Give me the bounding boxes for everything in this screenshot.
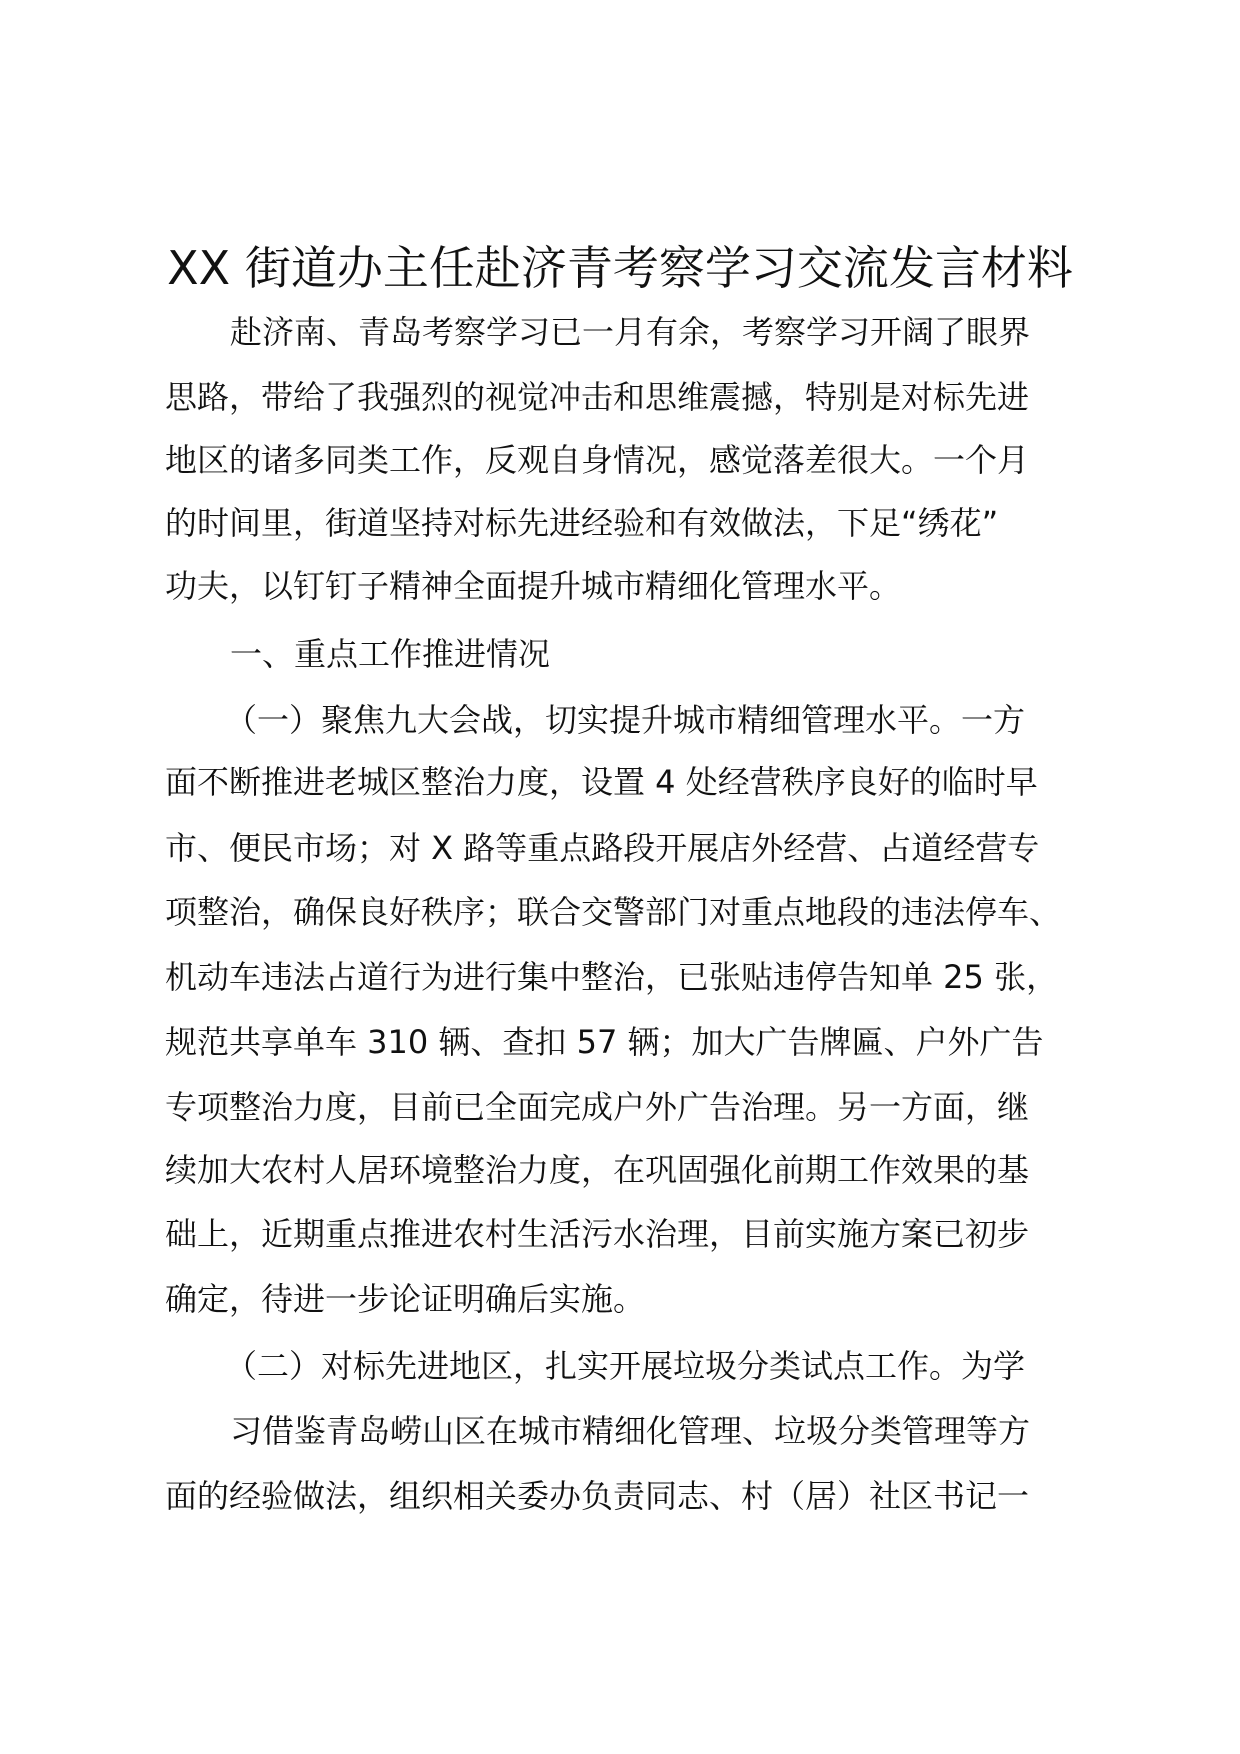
paragraph-line: 机动车违法占道行为进行集中整治，已张贴违停告知单 25 张， xyxy=(165,958,1059,996)
paragraph-line: 面不断推进老城区整治力度，设置 4 处经营秩序良好的临时早 xyxy=(165,763,1038,801)
section-heading: 一、重点工作推进情况 xyxy=(230,635,551,673)
paragraph-line: 地区的诸多同类工作，反观自身情况，感觉落差很大。一个月 xyxy=(165,441,1030,479)
paragraph-line: （一）聚焦九大会战，切实提升城市精细管理水平。一方 xyxy=(225,701,1026,739)
paragraph-line: 市、便民市场；对 X 路等重点路段开展店外经营、占道经营专 xyxy=(165,829,1040,867)
paragraph-line: 确定，待进一步论证明确后实施。 xyxy=(165,1280,646,1318)
paragraph-line: 项整治，确保良好秩序；联合交警部门对重点地段的违法停车、 xyxy=(165,893,1062,931)
paragraph-line: 续加大农村人居环境整治力度，在巩固强化前期工作效果的基 xyxy=(165,1151,1030,1189)
paragraph-line: 专项整治力度，目前已全面完成户外广告治理。另一方面，继 xyxy=(165,1088,1030,1126)
paragraph-line: 习借鉴青岛崂山区在城市精细化管理、垃圾分类管理等方 xyxy=(230,1412,1031,1450)
paragraph-line: 的时间里，街道坚持对标先进经验和有效做法，下足“绣花” xyxy=(165,504,999,542)
paragraph-line: 面的经验做法，组织相关委办负责同志、村（居）社区书记一 xyxy=(165,1477,1030,1515)
paragraph-line: 础上，近期重点推进农村生活污水治理，目前实施方案已初步 xyxy=(165,1215,1030,1253)
document-title: XX 街道办主任赴济青考察学习交流发言材料 xyxy=(167,241,1073,295)
paragraph-line: （二）对标先进地区，扎实开展垃圾分类试点工作。为学 xyxy=(225,1347,1026,1385)
paragraph-line: 规范共享单车 310 辆、查扣 57 辆；加大广告牌匾、户外广告 xyxy=(165,1023,1044,1061)
paragraph-line: 思路，带给了我强烈的视觉冲击和思维震撼，特别是对标先进 xyxy=(165,378,1030,416)
paragraph-line: 功夫，以钉钉子精神全面提升城市精细化管理水平。 xyxy=(165,567,902,605)
paragraph-line: 赴济南、青岛考察学习已一月有余，考察学习开阔了眼界 xyxy=(230,313,1031,351)
